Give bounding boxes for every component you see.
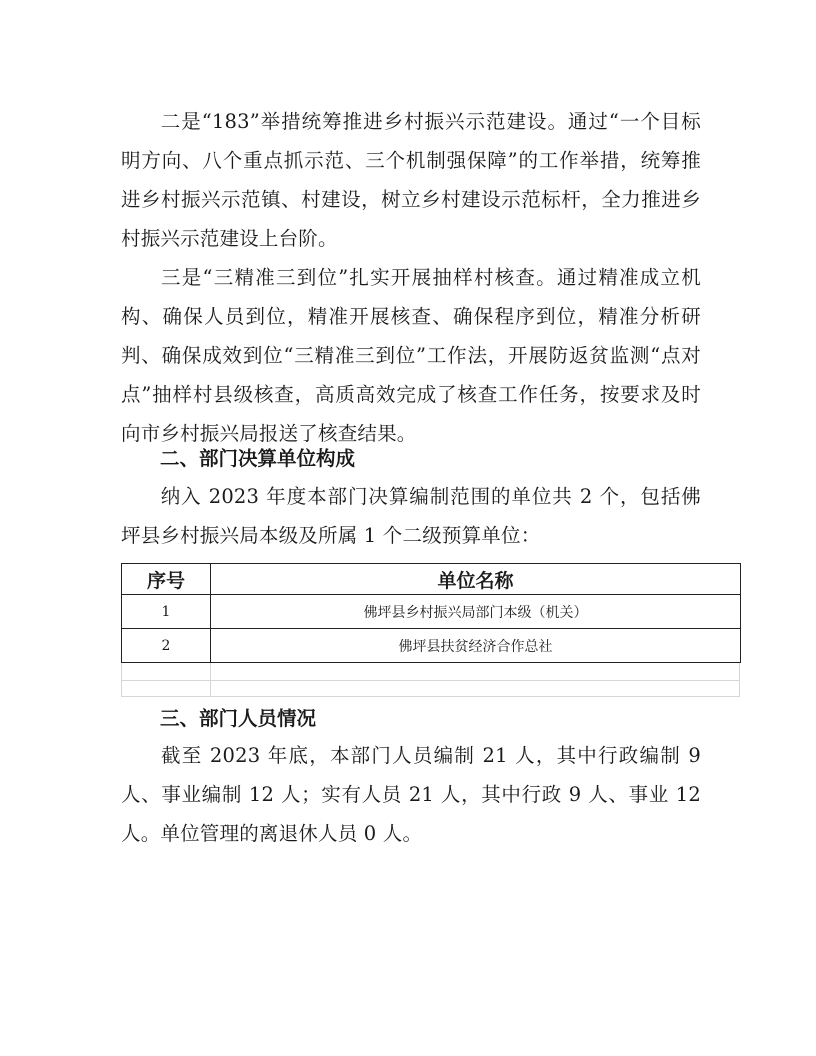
- paragraph-sampling-check-text: 三是“三精准三到位”扎实开展抽样村核查。通过精准成立机构、确保人员到位，精准开展核查、确保程序到位，精准分析研判、确保成效到位“三精准三到位”工作法，开展防返贫监测“点对点”抽样村县级核查，高质高效完成了核查工作任务，按要求及时向市乡村振兴局报送了核查结果。: [121, 266, 701, 445]
- column-header-unit-name: 单位名称: [211, 564, 741, 595]
- table-header-row: [122, 564, 741, 595]
- paragraph-183-measures-text: 二是“183”举措统筹推进乡村振兴示范建设。通过“一个目标明方向、八个重点抓示范、三个机制强保障”的工作举措，统筹推进乡村振兴示范镇、村建设，树立乡村建设示范标杆，全力推进乡村振兴示范建设上台阶。: [121, 110, 701, 250]
- paragraph-unit-scope-text: 纳入 2023 年度本部门决算编制范围的单位共 2 个，包括佛坪县乡村振兴局本级及所属 1 个二级预算单位：: [121, 485, 701, 547]
- section-heading-personnel: 三、部门人员情况: [160, 707, 317, 730]
- unit-table: [121, 563, 741, 663]
- table-cell-unit-name: 佛坪县乡村振兴局部门本级（机关）: [211, 595, 741, 629]
- section-heading-unit-composition: 二、部门决算单位构成: [160, 447, 356, 470]
- table-cell-unit-name: 佛坪县扶贫经济合作总社: [211, 629, 741, 663]
- table-empty-gridlines: [121, 663, 740, 697]
- paragraph-personnel: [121, 736, 701, 853]
- table-row: [122, 595, 741, 629]
- table-cell-serial: 2: [122, 629, 211, 663]
- column-header-serial: 序号: [122, 564, 211, 595]
- paragraph-unit-scope: [121, 477, 701, 555]
- gridline: [210, 663, 211, 697]
- table-row: [122, 629, 741, 663]
- gridline: [121, 696, 740, 697]
- gridline: [739, 663, 740, 697]
- paragraph-sampling-check: [121, 258, 701, 453]
- gridline: [121, 680, 740, 681]
- paragraph-183-measures: [121, 102, 701, 258]
- paragraph-personnel-text: 截至 2023 年底，本部门人员编制 21 人，其中行政编制 9 人、事业编制 12 人；实有人员 21 人，其中行政 9 人、事业 12 人。单位管理的离退休人员 0 人。: [121, 744, 701, 845]
- gridline: [121, 663, 122, 697]
- table-cell-serial: 1: [122, 595, 211, 629]
